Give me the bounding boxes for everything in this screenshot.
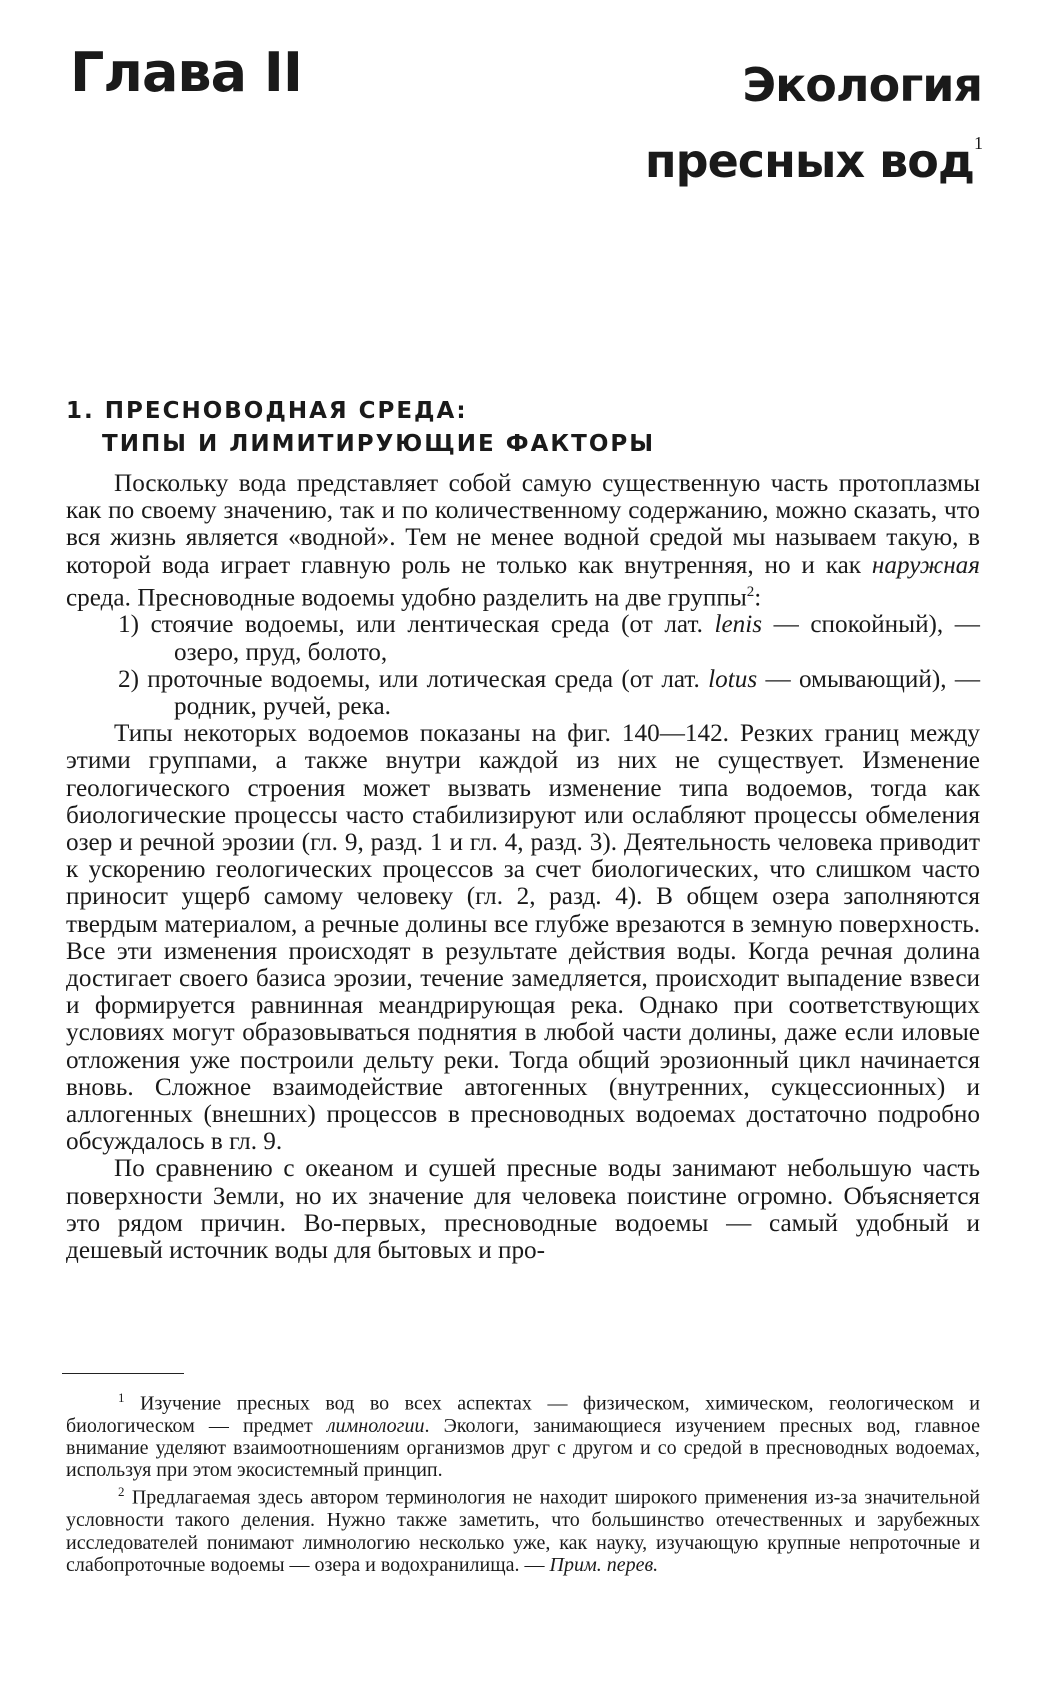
main-text: [66, 470, 980, 1264]
paragraph-3: По сравнению с океаном и сушей пресные воды занимают небольшую часть поверхности Земли, но их значение для человека поистине огромно. Объясняется это рядом причин. Во-первых, пресноводные водоемы — самый удобный и дешевый источник воды для бытовых и про-: [66, 1155, 980, 1265]
footnote-1-text: Изучение пресных вод во всех аспектах — физическом, химическом, геологическом и биологическом — предмет: [66, 1392, 980, 1437]
chapter-title-line1: Экология: [742, 58, 982, 112]
footnote-ref-1: 1: [974, 133, 982, 153]
footnote-2-text: Предлагаемая здесь автором терминология не находит широкого применения из-за значительной условности такого деления. Нужно также заметить, что большинство отечественных и зарубежных исследователей понимают лимнологию несколько уже, как науку, изучающую крупные непроточные и слабопроточные водоемы — озера и водохранилища. —: [66, 1487, 980, 1576]
chapter-title: [645, 56, 982, 190]
list-item-text: — спокойный), — озеро, пруд, болото,: [174, 611, 980, 666]
section-number: 1.: [66, 398, 95, 424]
latin-term: lotus: [708, 665, 758, 693]
section-heading: [66, 395, 655, 461]
chapter-title-line2: пресных вод: [644, 134, 974, 188]
translator-note: Прим. перев.: [549, 1553, 659, 1576]
list-item: [66, 611, 980, 665]
list-item-number: 1): [118, 611, 139, 639]
paragraph-1: [66, 470, 980, 611]
paragraph-2: Типы некоторых водоемов показаны на фиг. 140—142. Резких границ между этими группами, а также внутри каждой из них не существует. Изменение геологического строения может вызвать изменение типа водоемов, тогда как биологические процессы часто стабилизируют или ослабляют процессы обмеления озер и речной эрозии (гл. 9, разд. 1 и гл. 4, разд. 3). Деятельность человека приводит к ускорению геологических процессов за счет биологических, что слишком часто приносит ущерб самому человеку (гл. 2, разд. 4). В общем озера заполняются твердым материалом, а речные долины все глубже врезаются в земную поверхность. Все эти изменения происходят в результате действия воды. Когда речная долина достигает своего базиса эрозии, течение замедляется, происходит выпадение взвеси и формируется равнинная меандрирующая река. Однако при соответствующих условиях могут образовываться поднятия в любой части долины, даже если иловые отложения уже построили дельту реки. Тогда общий эрозионный цикл начинается вновь. Сложное взаимодействие автогенных (внутренних, сукцессионных) и аллогенных (внешних) процессов в пресноводных водоемах достаточно подробно обсуждалось в гл. 9.: [66, 720, 980, 1156]
footnote-1-term: лимнологии: [326, 1414, 425, 1437]
list-item: [66, 666, 980, 720]
footnote-1-text: . Экологи, занимающиеся изучением пресных вод, главное внимание уделяют взаимоотношениям организмов друг с другом и со средой в пресноводных водоемах, используя при этом экосистемный принцип.: [66, 1414, 980, 1482]
chapter-label: Глава II: [70, 41, 302, 104]
section-heading-line1: ПРЕСНОВОДНАЯ СРЕДА:: [104, 398, 468, 424]
footnote-2: [66, 1481, 980, 1575]
emphasis-term: наружная: [871, 551, 980, 579]
waterbody-types-list: [66, 611, 980, 720]
paragraph-1-text: среда. Пресноводные водоемы удобно разделить на две группы: [66, 584, 747, 612]
list-item-text: — омывающий), — родник, ручей, река.: [174, 665, 981, 721]
footnote-divider: [62, 1373, 184, 1374]
footnote-ref-2: 2: [746, 583, 755, 600]
list-item-text: стоячие водоемы, или лентическая среда (от лат.: [150, 611, 715, 639]
list-item-text: проточные водоемы, или лотическая среда (от лат.: [147, 665, 709, 693]
footnotes: [66, 1387, 980, 1576]
footnote-2-mark: 2: [118, 1484, 125, 1500]
footnote-1-mark: 1: [118, 1390, 125, 1405]
paragraph-1-text: Поскольку вода представляет собой самую существенную часть протоплазмы как по своему значению, так и по количественному содержанию, можно сказать, что вся жизнь является «водной». Тем не менее водной средой мы называем такую, в которой вода играет главную роль не только как внутренняя, но и как: [66, 470, 980, 579]
footnote-1: [66, 1387, 980, 1481]
paragraph-1-text: :: [754, 584, 762, 612]
list-item-number: 2): [118, 665, 139, 693]
latin-term: lenis: [714, 611, 763, 639]
section-heading-line2: ТИПЫ И ЛИМИТИРУЮЩИЕ ФАКТОРЫ: [102, 431, 656, 457]
